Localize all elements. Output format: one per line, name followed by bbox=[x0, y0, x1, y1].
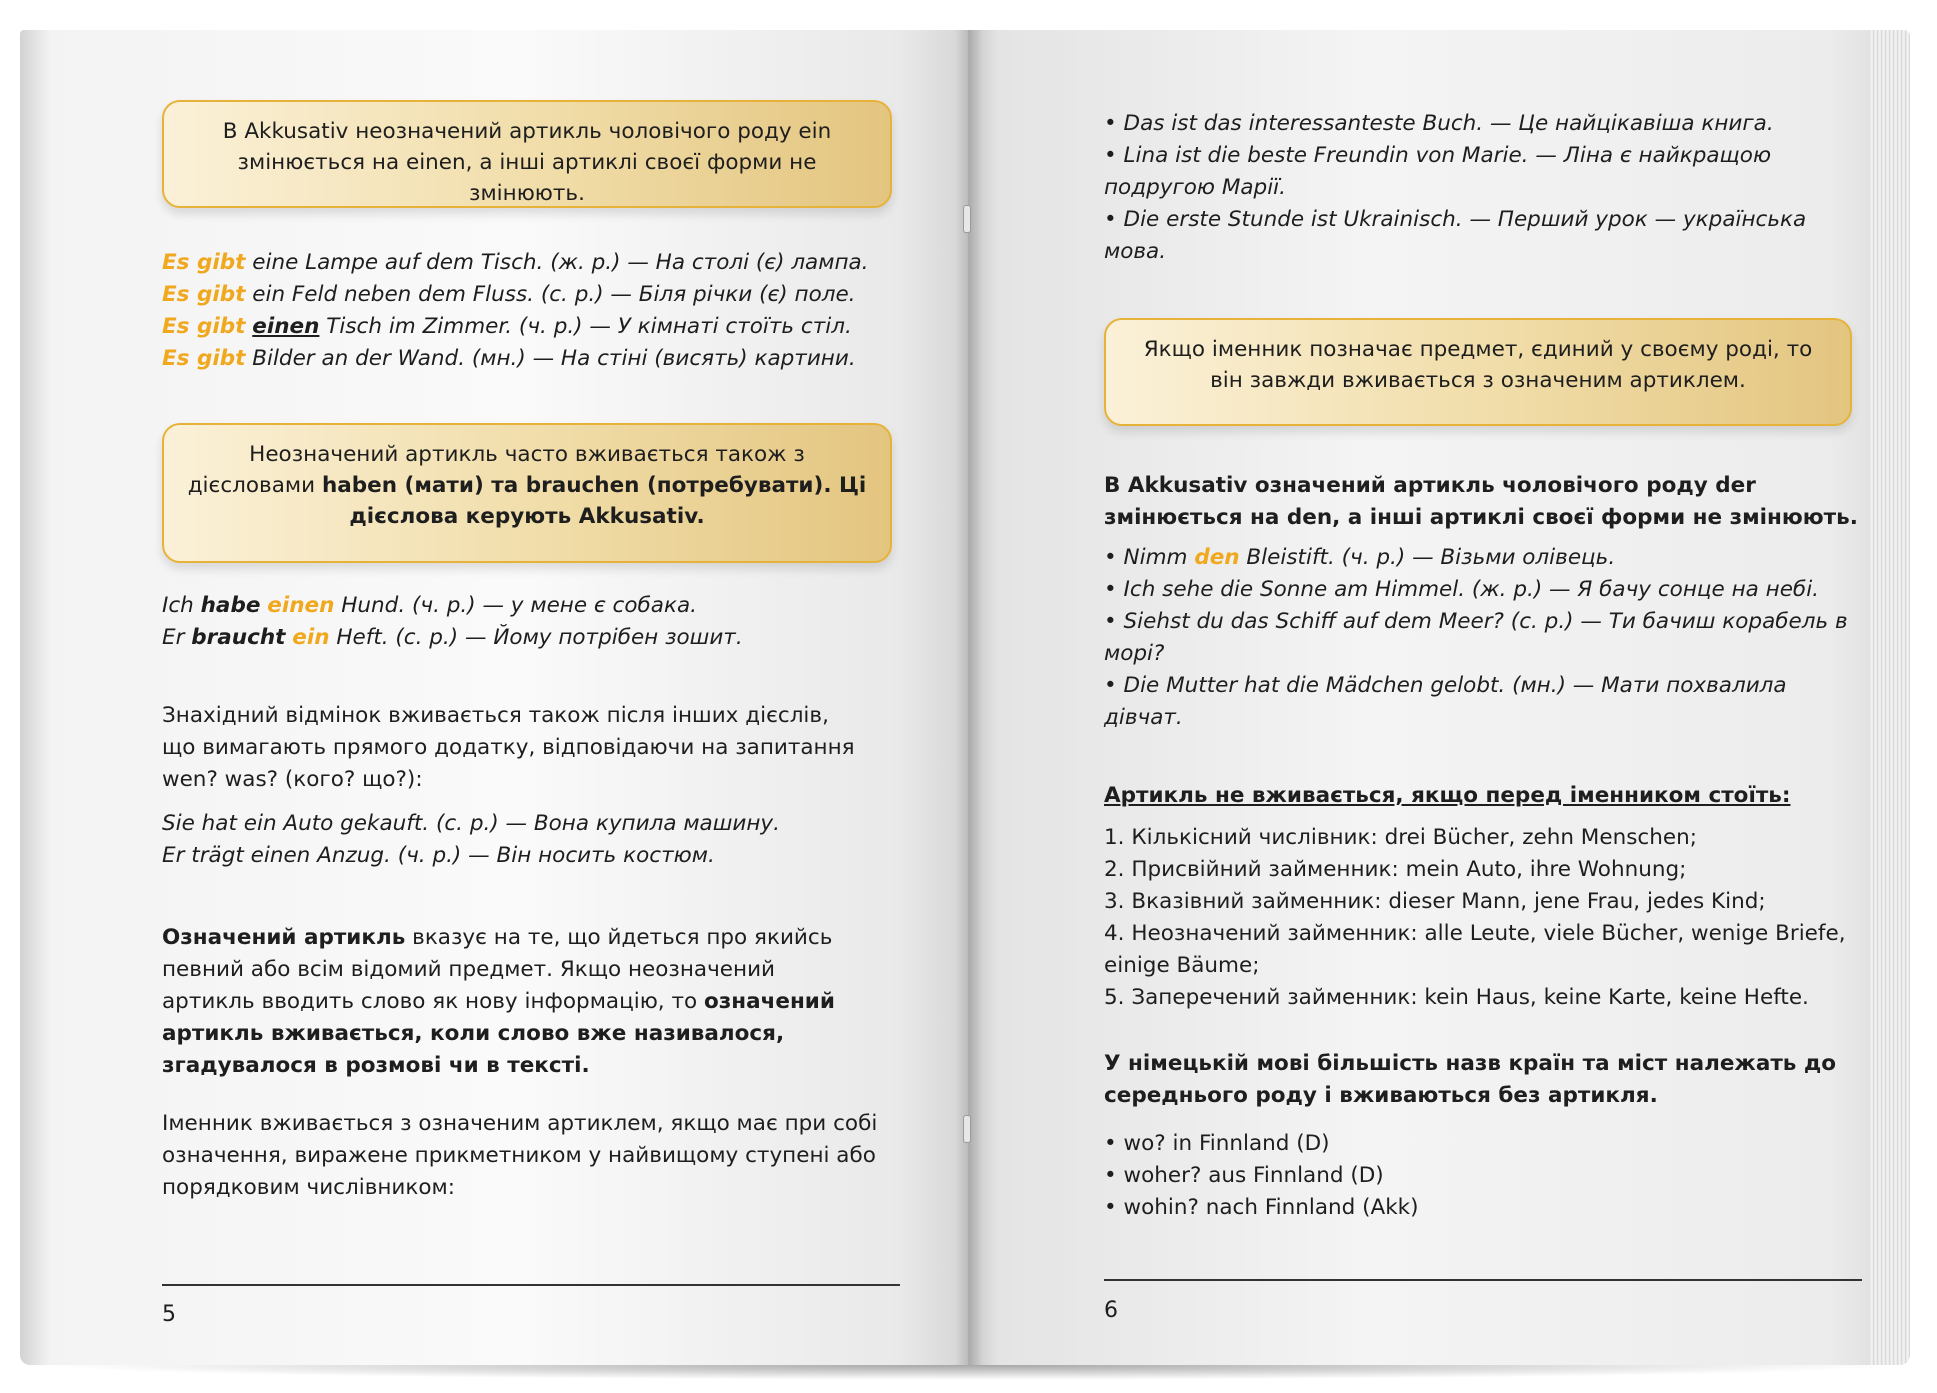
right-heading-3: У німецькій мові більшість назв країн та міст належать до середнього роду і вживаються без артикля. bbox=[1104, 1051, 1837, 1108]
list-item: 4. Неозначений займенник: alle Leute, viele Bücher, wenige Briefe, einige Bäume; bbox=[1104, 921, 1846, 978]
left-examples-2 bbox=[162, 590, 902, 654]
staple-bottom bbox=[963, 1115, 971, 1143]
example-text: eine Lampe auf dem Tisch. (ж. р.) — На столі (є) лампа. bbox=[245, 250, 869, 275]
example-text: Bilder an der Wand. (мн.) — На стіні (висять) картини. bbox=[245, 346, 856, 371]
example-text: Tisch im Zimmer. (ч. р.) — У кімнаті стоїть стіл. bbox=[319, 314, 852, 339]
page-number-left: 5 bbox=[162, 1302, 176, 1327]
example-line: Er trägt einen Anzug. (ч. р.) — Він носить костюм. bbox=[162, 843, 715, 868]
right-note-text: Якщо іменник позначає предмет, єдиний у своєму роді, то він завжди вживається з означеним артиклем. bbox=[1143, 337, 1813, 393]
example-line bbox=[162, 622, 902, 654]
right-bullets bbox=[1104, 1128, 1864, 1224]
left-examples-1 bbox=[162, 247, 902, 375]
example-text: Die Mutter hat die Mädchen gelobt. (мн.) — Мати похвалила дівчат. bbox=[1104, 673, 1787, 730]
es-gibt-highlight: Es gibt bbox=[162, 346, 246, 371]
example-text: Nimm bbox=[1123, 545, 1195, 570]
einen-underlined: einen bbox=[252, 314, 320, 339]
list-item: 5. Заперечений займенник: kein Haus, keine Karte, keine Hefte. bbox=[1104, 985, 1809, 1010]
left-paragraph-2 bbox=[162, 922, 862, 1082]
es-gibt-highlight: Es gibt bbox=[162, 282, 246, 307]
list-item: 2. Присвійний займенник: mein Auto, ihre Wohnung; bbox=[1104, 857, 1687, 882]
example-text: Siehst du das Schiff auf dem Meer? (с. р.) — Ти бачиш корабель в морі? bbox=[1104, 609, 1848, 666]
bullet-item: • Lina ist die beste Freundin von Marie. — Ліна є найкращою подругою Марії. bbox=[1104, 143, 1772, 200]
right-examples-2 bbox=[1104, 542, 1864, 734]
left-paragraph-3: Іменник вживається з означеним артиклем, якщо має при собі означення, виражене прикметником у найвищому ступені або порядковим числівником: bbox=[162, 1111, 878, 1200]
bullet-item: • woher? aus Finnland (D) bbox=[1104, 1163, 1384, 1188]
staple-top bbox=[963, 205, 971, 233]
article-highlight: ein bbox=[292, 625, 330, 650]
right-footer-rule bbox=[1104, 1279, 1862, 1281]
left-note-2-bold: haben (мати) та brauchen (потребувати). Ці дієслова керують Akkusativ. bbox=[321, 473, 867, 529]
article-highlight: den bbox=[1194, 545, 1240, 570]
left-examples-3 bbox=[162, 808, 902, 872]
left-paragraph-1: Знахідний відмінок вживається також після інших дієслів, що вимагають прямого додатку, відповідаючи на запитання wen? was? (кого? що?): bbox=[162, 703, 855, 792]
paragraph-text: вказує на те, що йдеться про якийсь певний або всім відомий предмет. Якщо неозначений артикль вводить слово як нову інформацію, то bbox=[162, 925, 833, 1014]
bullet-item: • Die erste Stunde ist Ukrainisch. — Перший урок — українська мова. bbox=[1104, 207, 1807, 264]
es-gibt-highlight: Es gibt bbox=[162, 314, 246, 339]
right-heading-2: Артикль не вживається, якщо перед іменником стоїть: bbox=[1104, 783, 1791, 808]
example-line bbox=[162, 590, 902, 622]
verb-bold: habe bbox=[200, 593, 261, 618]
example-text: Das ist das interessanteste Buch. — Це найцікавіша книга. bbox=[1123, 111, 1774, 136]
example-text: Ich sehe die Sonne am Himmel. (ж. р.) — Я бачу сонце на небі. bbox=[1123, 577, 1819, 602]
example-text: Ich bbox=[162, 593, 201, 618]
left-note-2-line1: Неозначений артикль часто вживається також з дієсловами bbox=[187, 442, 805, 498]
example-text: Lina ist die beste Freundin von Marie. — Ліна є найкращою подругою Марії. bbox=[1104, 143, 1772, 200]
bullet-item: • Siehst du das Schiff auf dem Meer? (с. р.) — Ти бачиш корабель в морі? bbox=[1104, 609, 1848, 666]
example-text: Die erste Stunde ist Ukrainisch. — Перший урок — українська мова. bbox=[1104, 207, 1807, 264]
bullet-item: • Nimm den Bleistift. (ч. р.) — Візьми олівець. bbox=[1104, 545, 1616, 570]
right-heading-1: В Akkusativ означений артикль чоловічого роду der змінюється на den, а інші артиклі своєї форми не змінюють. bbox=[1104, 473, 1858, 530]
example-text: Er bbox=[162, 625, 192, 650]
left-note-box-1 bbox=[162, 100, 892, 208]
verb-bold: braucht bbox=[191, 625, 286, 650]
list-item: 3. Вказівний займенник: dieser Mann, jene Frau, jedes Kind; bbox=[1104, 889, 1766, 914]
bullet-text: wo? in Finnland (D) bbox=[1123, 1131, 1330, 1156]
left-note-box-2 bbox=[162, 423, 892, 563]
bullet-text: woher? aus Finnland (D) bbox=[1123, 1163, 1384, 1188]
bold-term: Означений артикль bbox=[162, 925, 406, 950]
list-item: 1. Кількісний числівник: drei Bücher, zehn Menschen; bbox=[1104, 825, 1697, 850]
bullet-item: • wo? in Finnland (D) bbox=[1104, 1131, 1330, 1156]
page-number-right: 6 bbox=[1104, 1298, 1118, 1323]
bullet-item: • Ich sehe die Sonne am Himmel. (ж. р.) — Я бачу сонце на небі. bbox=[1104, 577, 1819, 602]
right-note-box bbox=[1104, 318, 1852, 426]
bullet-item: • wohin? nach Finnland (Akk) bbox=[1104, 1195, 1419, 1220]
es-gibt-highlight: Es gibt bbox=[162, 250, 246, 275]
example-text: Heft. (с. р.) — Йому потрібен зошит. bbox=[329, 625, 743, 650]
example-line bbox=[162, 247, 902, 279]
right-examples-1 bbox=[1104, 108, 1864, 268]
bullet-text: wohin? nach Finnland (Akk) bbox=[1123, 1195, 1419, 1220]
page-edges bbox=[1870, 30, 1910, 1365]
example-text: Hund. (ч. р.) — у мене є собака. bbox=[334, 593, 697, 618]
right-numbered-list bbox=[1104, 822, 1864, 1014]
example-text: ein Feld neben dem Fluss. (с. р.) — Біля річки (є) поле. bbox=[245, 282, 856, 307]
example-text: Bleistift. (ч. р.) — Візьми олівець. bbox=[1239, 545, 1616, 570]
bold-term: означений артикль вживається, коли слово вже називалося, згадувалося в розмові чи в тексті. bbox=[162, 989, 835, 1078]
example-line bbox=[162, 279, 902, 311]
bullet-item: • Das ist das interessanteste Buch. — Це найцікавіша книга. bbox=[1104, 111, 1774, 136]
example-line: Sie hat ein Auto gekauft. (с. р.) — Вона купила машину. bbox=[162, 811, 780, 836]
left-footer-rule bbox=[162, 1284, 900, 1286]
left-note-1-text: В Akkusativ неозначений артикль чоловічого роду ein змінюється на einen, а інші артиклі своєї форми не змінюють. bbox=[222, 119, 832, 206]
example-line bbox=[162, 311, 902, 343]
article-highlight: einen bbox=[267, 593, 335, 618]
bullet-item: • Die Mutter hat die Mädchen gelobt. (мн.) — Мати похвалила дівчат. bbox=[1104, 673, 1787, 730]
example-line bbox=[162, 343, 902, 375]
